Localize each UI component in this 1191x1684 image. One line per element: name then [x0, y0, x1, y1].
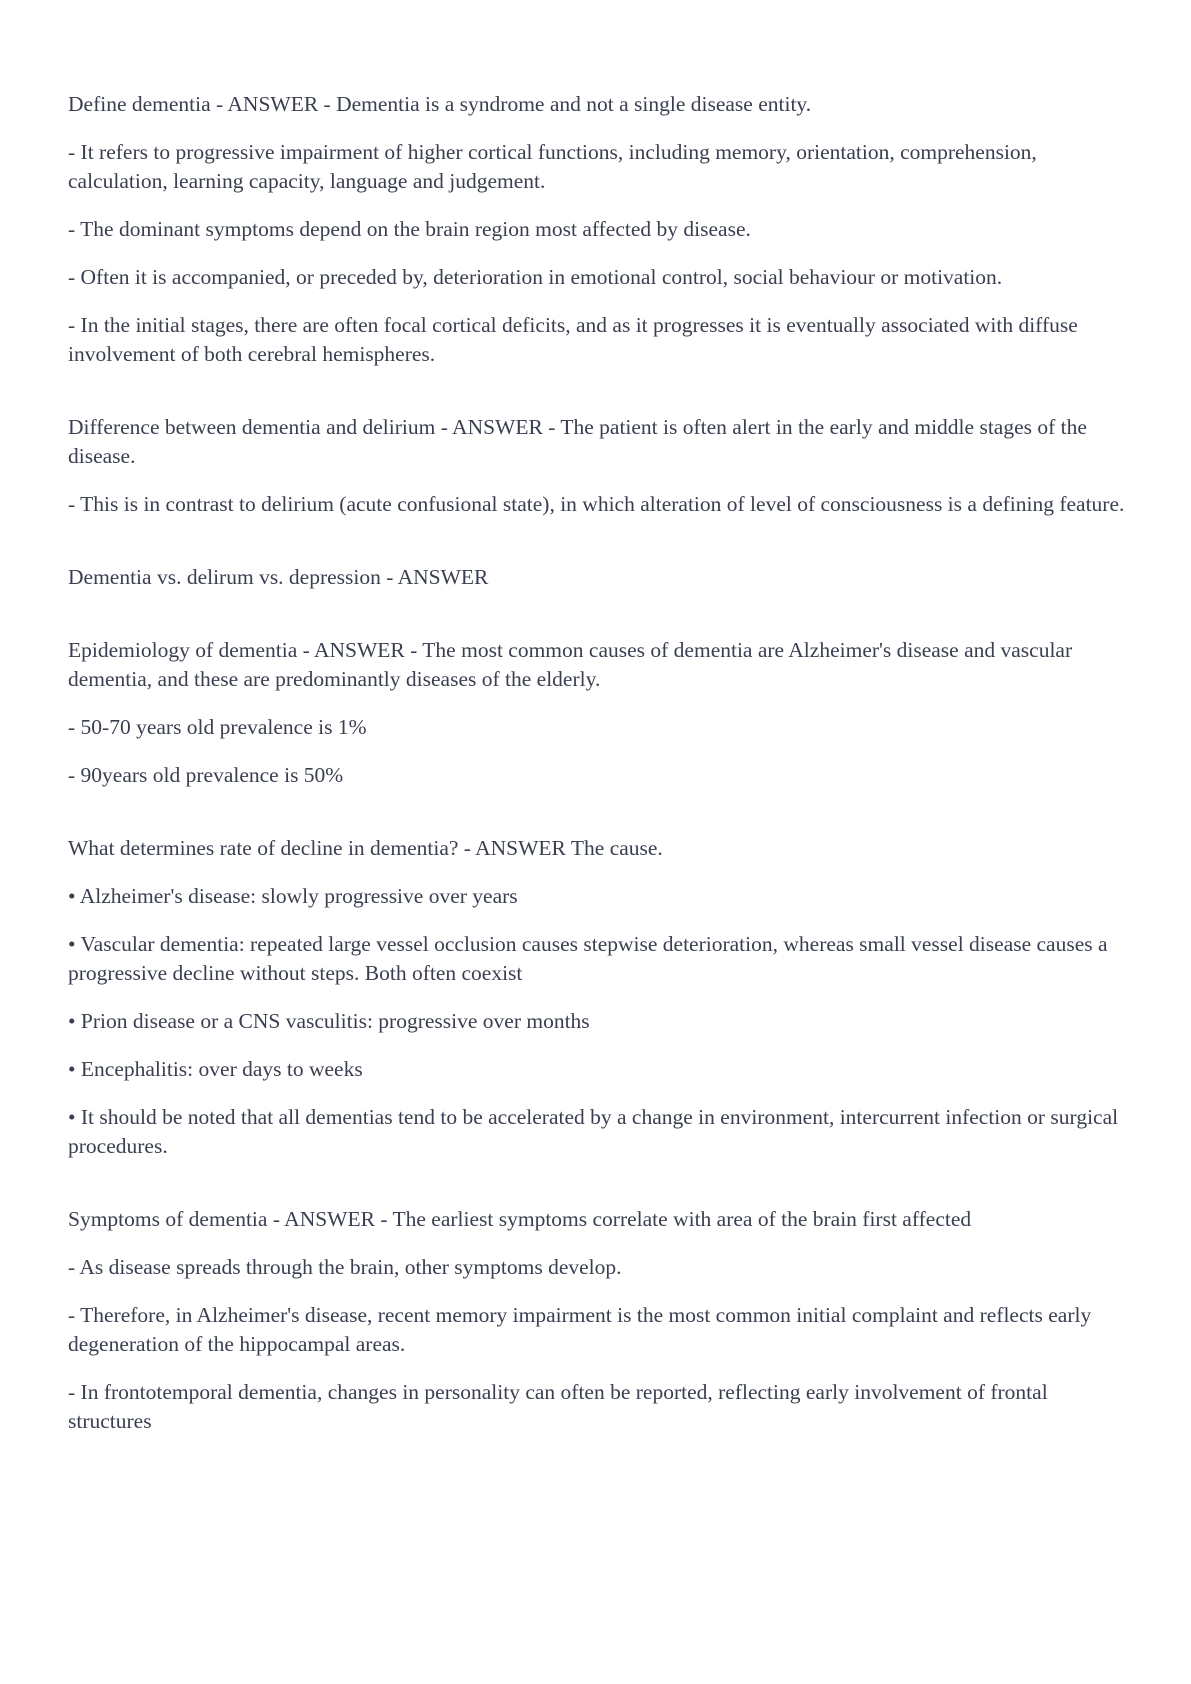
- answer-line: - It refers to progressive impairment of higher cortical functions, including memory, orientation, comprehension, calculation, learning capacity, language and judgement.: [68, 140, 1037, 193]
- question-symptoms: Symptoms of dementia - ANSWER - The earliest symptoms correlate with area of the brain first affected: [68, 1207, 972, 1231]
- answer-line: - 90years old prevalence is 50%: [68, 763, 344, 787]
- section-dementia-vs-delirium: [68, 413, 1128, 519]
- answer-line: - In frontotemporal dementia, changes in personality can often be reported, reflecting early involvement of frontal structures: [68, 1380, 1048, 1433]
- question-rate-of-decline: What determines rate of decline in dementia? - ANSWER The cause.: [68, 836, 663, 860]
- section-epidemiology: [68, 636, 1128, 790]
- bullet-item: • Prion disease or a CNS vasculitis: progressive over months: [68, 1009, 590, 1033]
- answer-line: - 50-70 years old prevalence is 1%: [68, 715, 367, 739]
- bullet-item: • It should be noted that all dementias tend to be accelerated by a change in environment, intercurrent infection or surgical procedures.: [68, 1105, 1119, 1158]
- section-dementia-delirium-depression: [68, 563, 1128, 592]
- bullet-item: • Vascular dementia: repeated large vessel occlusion causes stepwise deterioration, whereas small vessel disease causes a progressive decline without steps. Both often coexist: [68, 932, 1108, 985]
- question-dementia-delirium-depression: Dementia vs. delirum vs. depression - ANSWER: [68, 565, 489, 589]
- question-epidemiology: Epidemiology of dementia - ANSWER - The most common causes of dementia are Alzheimer's disease and vascular dementia, and these are predominantly diseases of the elderly.: [68, 638, 1073, 691]
- answer-line: - Therefore, in Alzheimer's disease, recent memory impairment is the most common initial complaint and reflects early degeneration of the hippocampal areas.: [68, 1303, 1092, 1356]
- document-body: [68, 90, 1128, 1480]
- answer-line: - In the initial stages, there are often focal cortical deficits, and as it progresses it is eventually associated with diffuse involvement of both cerebral hemispheres.: [68, 313, 1078, 366]
- bullet-item: • Encephalitis: over days to weeks: [68, 1057, 363, 1081]
- section-rate-of-decline: [68, 834, 1128, 1161]
- section-symptoms: [68, 1205, 1128, 1436]
- answer-line: - As disease spreads through the brain, other symptoms develop.: [68, 1255, 622, 1279]
- answer-line: - The dominant symptoms depend on the brain region most affected by disease.: [68, 217, 751, 241]
- answer-line: - Often it is accompanied, or preceded by, deterioration in emotional control, social behaviour or motivation.: [68, 265, 1003, 289]
- question-dementia-vs-delirium: Difference between dementia and delirium - ANSWER - The patient is often alert in the early and middle stages of the disease.: [68, 415, 1087, 468]
- question-define-dementia: Define dementia - ANSWER - Dementia is a syndrome and not a single disease entity.: [68, 92, 812, 116]
- answer-line: - This is in contrast to delirium (acute confusional state), in which alteration of level of consciousness is a defining feature.: [68, 492, 1125, 516]
- section-define-dementia: [68, 90, 1128, 369]
- bullet-item: • Alzheimer's disease: slowly progressive over years: [68, 884, 518, 908]
